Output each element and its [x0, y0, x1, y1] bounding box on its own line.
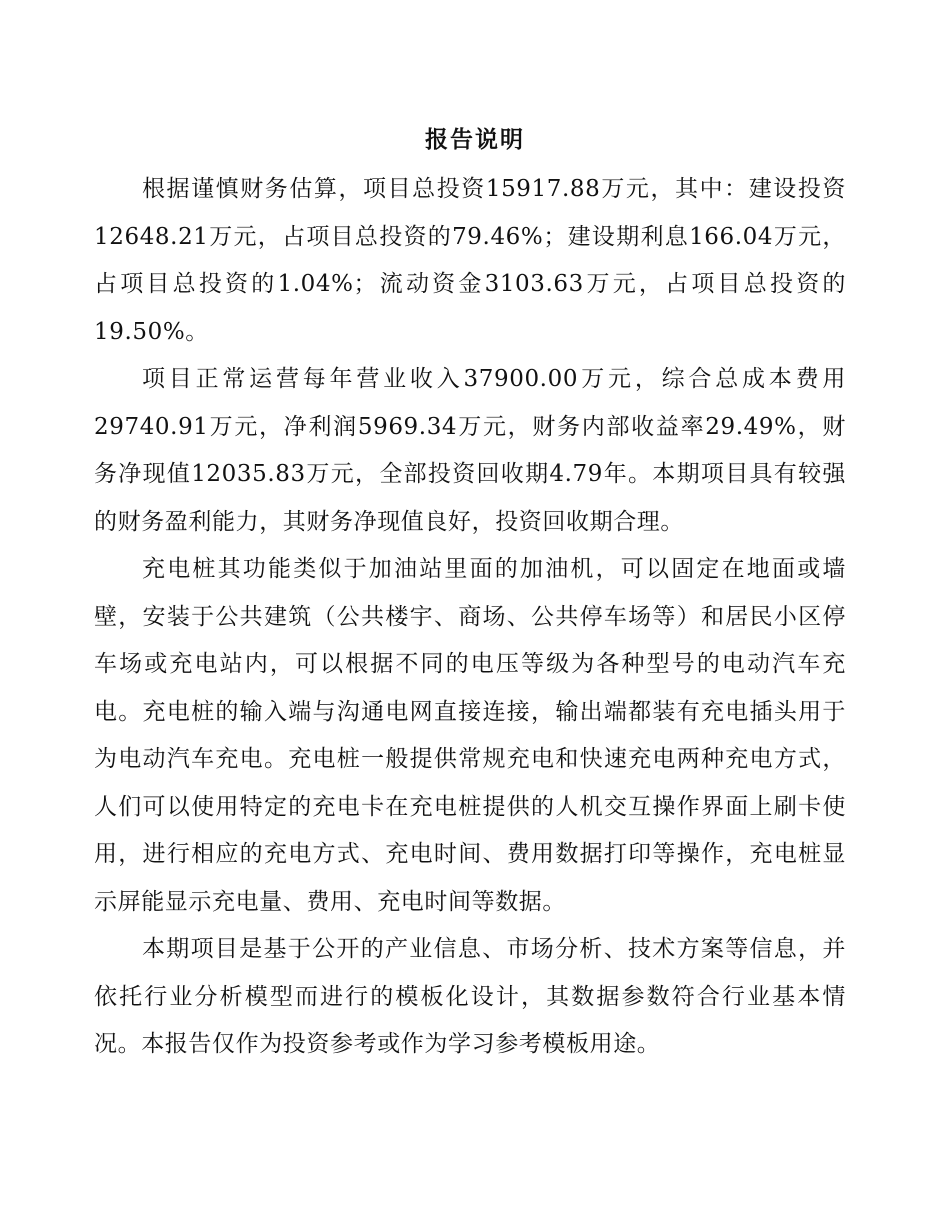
paragraph-report-disclaimer: 本期项目是基于公开的产业信息、市场分析、技术方案等信息，并依托行业分析模型而进行的模板化设计，其数据参数符合行业基本情况。本报告仅作为投资参考或作为学习参考模板用途。 — [94, 936, 846, 1057]
document-body — [94, 166, 846, 1069]
paragraph-financial-returns: 项目正常运营每年营业收入37900.00万元，综合总成本费用29740.91万元，净利润5969.34万元，财务内部收益率29.49%，财务净现值12035.83万元，全部投资回收期4.79年。本期项目具有较强的财务盈利能力，其财务净现值良好，投资回收期合理。 — [94, 366, 846, 535]
document-title: 报告说明 — [425, 127, 525, 153]
paragraph-charging-pile-description: 充电桩其功能类似于加油站里面的加油机，可以固定在地面或墙壁，安装于公共建筑（公共楼宇、商场、公共停车场等）和居民小区停车场或充电站内，可以根据不同的电压等级为各种型号的电动汽车充电。充电桩的输入端与沟通电网直接连接，输出端都装有充电插头用于为电动汽车充电。充电桩一般提供常规充电和快速充电两种充电方式，人们可以使用特定的充电卡在充电桩提供的人机交互操作界面上刷卡使用，进行相应的充电方式、充电时间、费用数据打印等操作，充电桩显示屏能显示充电量、费用、充电时间等数据。 — [94, 556, 846, 915]
paragraph-investment-summary: 根据谨慎财务估算，项目总投资15917.88万元，其中：建设投资12648.21万元，占项目总投资的79.46%；建设期利息166.04万元，占项目总投资的1.04%；流动资金3103.63万元，占项目总投资的19.50%。 — [94, 176, 846, 345]
